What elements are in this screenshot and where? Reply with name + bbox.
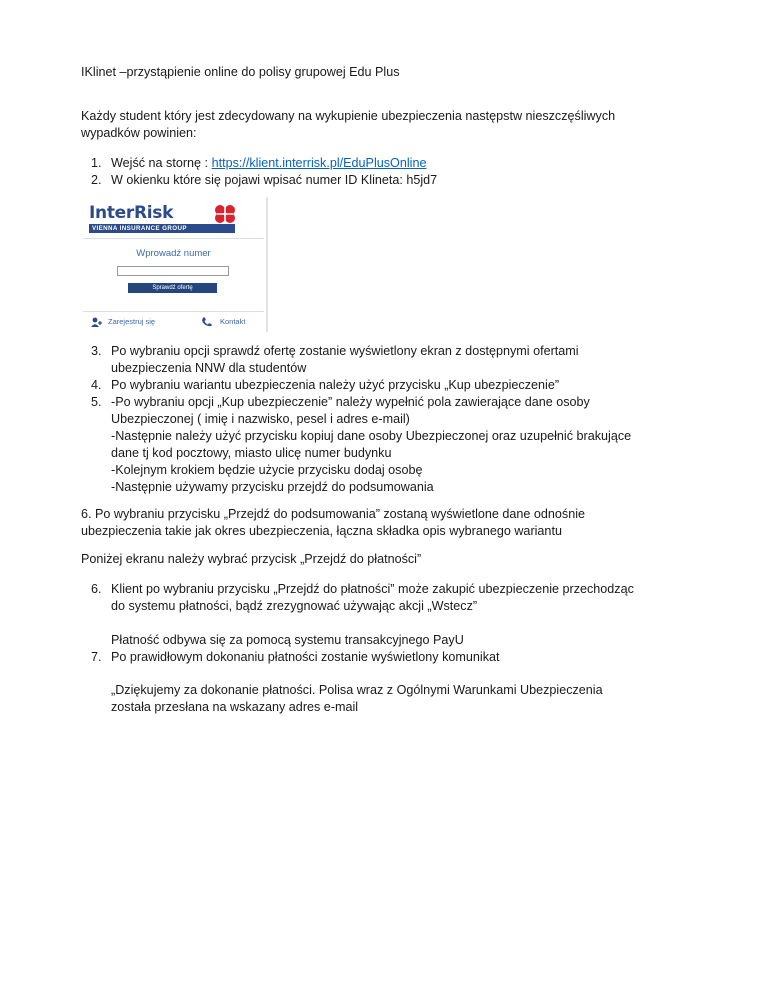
document-title: IKlinet –przystąpienie online do polisy grupowej Edu Plus: [81, 65, 400, 79]
user-add-icon: [91, 317, 102, 327]
list-item: 6. Klient po wybraniu przycisku „Przejdź do płatności” może zakupić ubezpieczenie przechodząc do systemu płatności, bądź zrezygnować używając akcji „Wstecz”: [91, 582, 634, 613]
contact-link[interactable]: Kontakt: [201, 316, 261, 328]
intro-line-2: wypadków powinien:: [81, 126, 197, 140]
interrisk-logo: InterRisk: [89, 203, 259, 225]
list-item: 2. W okienku które się pojawi wpisać numer ID Klineta: h5jd7: [91, 173, 438, 187]
register-link[interactable]: Zarejestruj się: [91, 316, 171, 328]
list-item: 3. Po wybraniu opcji sprawdź ofertę zostanie wyświetlony ekran z dostępnymi ofertami ubezpieczenia NNW dla studentów: [91, 344, 579, 375]
list-item: 1. Wejść na stornę : https://klient.interrisk.pl/EduPlusOnline: [91, 156, 427, 170]
step-2-text: W okienku które się pojawi wpisać numer ID Klineta: h5jd7: [111, 173, 438, 187]
intro-line-1: Każdy student który jest zdecydowany na wykupienie ubezpieczenia następstw nieszczęśliwych: [81, 109, 616, 123]
paragraph-below-screen: Poniżej ekranu należy wybrać przycisk „Przejdź do płatności”: [81, 552, 422, 566]
client-number-input[interactable]: [117, 266, 229, 276]
paragraph-6-line-1: 6. Po wybraniu przycisku „Przejdź do podsumowania” zostaną wyświetlone dane odnośnie: [81, 507, 586, 521]
divider: [83, 311, 264, 312]
check-offer-button[interactable]: Sprawdź ofertę: [128, 283, 217, 293]
thank-you-message: „Dziękujemy za dokonanie płatności. Polisa wraz z Ogólnymi Warunkami Ubezpieczenia została przesłana na wskazany adres e-mail: [111, 683, 603, 714]
payment-note: Płatność odbywa się za pomocą systemu transakcyjnego PayU: [111, 633, 464, 647]
list-item: 7. Po prawidłowym dokonaniu płatności zostanie wyświetlony komunikat: [91, 650, 500, 664]
interrisk-widget-screenshot: [83, 197, 268, 332]
divider: [83, 238, 264, 239]
list-item: 5. -Po wybraniu opcji „Kup ubezpieczenie” należy wypełnić pola zawierające dane osoby Ubezpieczonej ( imię i nazwisko, pesel i adres e-mail) -Następnie należy użyć przycisku kopiuj dane osoby Ubezpieczonej oraz uzupełnić brakujące dane tj kod pocztowy, miasto ulicę numer budynku -Kolejnym krokiem będzie użycie przycisku dodaj osobę -Następnie używamy przycisku przejdź do podsumowania: [91, 395, 632, 494]
phone-icon: [201, 317, 212, 327]
paragraph-6-line-2: ubezpieczenia takie jak okres ubezpieczenia, łączna składka opis wybranego wariantu: [81, 524, 562, 538]
vienna-group-bar: VIENNA INSURANCE GROUP: [89, 224, 235, 233]
eduplus-link[interactable]: https://klient.interrisk.pl/EduPlusOnline: [211, 156, 427, 170]
list-item: 4. Po wybraniu wariantu ubezpieczenia należy użyć przycisku „Kup ubezpieczenie”: [91, 378, 560, 392]
enter-number-label: Wprowadź numer: [136, 248, 211, 259]
flower-logo-icon: [212, 204, 238, 224]
step-1-text: Wejść na stornę :: [111, 156, 212, 170]
